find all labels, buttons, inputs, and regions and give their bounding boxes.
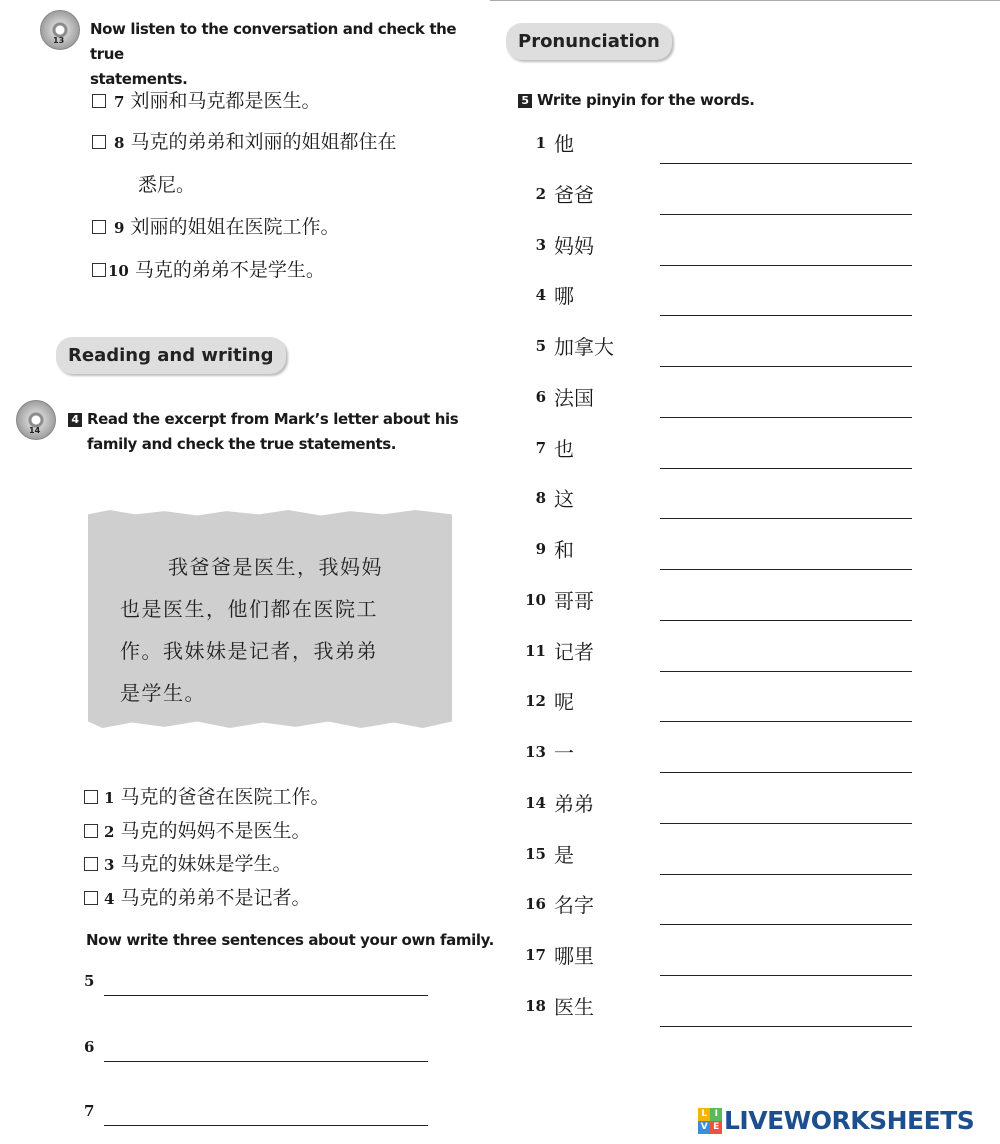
reading-item: 1 马克的爸爸在医院工作。: [84, 782, 329, 809]
pinyin-row: 17 哪里: [520, 940, 920, 970]
reading-instruction: 4 Read the excerpt from Mark’s letter about his family and check the true statements.: [68, 407, 468, 457]
logo-mark-icon: L I V E: [698, 1108, 722, 1134]
listening-instruction: Now listen to the conversation and check the true statements.: [90, 20, 457, 88]
pinyin-input[interactable]: [660, 140, 912, 164]
pinyin-row: 16 名字: [520, 889, 920, 919]
pinyin-row: 14 弟弟: [520, 788, 920, 818]
pinyin-row: 3 妈妈: [520, 230, 920, 260]
pinyin-row: 9 和: [520, 534, 920, 564]
reading-writing-heading: Reading and writing: [56, 337, 286, 374]
letter-excerpt-text: 我爸爸是医生，我妈妈 也是医生，他们都在医院工 作。我妹妹是记者，我弟弟 是学生。: [120, 555, 383, 705]
word: 也: [554, 437, 574, 461]
checkbox[interactable]: [92, 135, 106, 149]
pinyin-row: 4 哪: [520, 280, 920, 310]
pinyin-input[interactable]: [660, 495, 912, 519]
pinyin-input[interactable]: [660, 648, 912, 672]
checkbox[interactable]: [84, 790, 98, 804]
word: 弟弟: [554, 792, 594, 816]
pinyin-input[interactable]: [660, 800, 912, 824]
listening-item: 9 刘丽的姐姐在医院工作。: [92, 212, 339, 239]
word: 这: [554, 487, 574, 511]
audio-track-number: 14: [29, 426, 41, 435]
listening-item: 7 刘丽和马克都是医生。: [92, 86, 320, 113]
write-sentence-row: 5: [84, 972, 444, 1002]
logo-text: LIVEWORKSHEETS: [724, 1106, 975, 1135]
pinyin-input[interactable]: [660, 191, 912, 215]
word: 哥哥: [554, 589, 594, 613]
checkbox[interactable]: [84, 891, 98, 905]
checkbox[interactable]: [84, 824, 98, 838]
pinyin-input[interactable]: [660, 292, 912, 316]
checkbox[interactable]: [92, 220, 106, 234]
top-rule: [490, 0, 1000, 4]
audio-cd-icon[interactable]: [16, 400, 56, 440]
pinyin-input[interactable]: [660, 901, 912, 925]
exercise-number-badge: 4: [68, 413, 82, 427]
pinyin-input[interactable]: [660, 445, 912, 469]
pinyin-input[interactable]: [660, 394, 912, 418]
pinyin-input[interactable]: [660, 851, 912, 875]
pinyin-input[interactable]: [660, 1003, 912, 1027]
audio-cd-icon[interactable]: [40, 10, 80, 50]
pinyin-row: 6 法国: [520, 382, 920, 412]
pinyin-row: 1 他: [520, 128, 920, 158]
pinyin-row: 7 也: [520, 433, 920, 463]
pinyin-row: 12 呢: [520, 686, 920, 716]
word: 呢: [554, 690, 574, 714]
write-sentence-row: 7: [84, 1102, 444, 1132]
liveworksheets-logo: [698, 1106, 974, 1135]
pinyin-row: 2 爸爸: [520, 179, 920, 209]
sentence-input[interactable]: [104, 1102, 428, 1126]
sentence-input[interactable]: [104, 1038, 428, 1062]
pinyin-row: 5 加拿大: [520, 331, 920, 361]
word: 他: [554, 132, 574, 156]
word: 是: [554, 843, 574, 867]
pinyin-input[interactable]: [660, 242, 912, 266]
pinyin-input[interactable]: [660, 952, 912, 976]
pinyin-row: 10 哥哥: [520, 585, 920, 615]
listening-item: 8 马克的弟弟和刘丽的姐姐都住在: [92, 127, 396, 154]
reading-item: 4 马克的弟弟不是记者。: [84, 883, 310, 910]
pinyin-row: 8 这: [520, 483, 920, 513]
word: 记者: [554, 640, 594, 664]
reading-item: 2 马克的妈妈不是医生。: [84, 816, 310, 843]
reading-item: 3 马克的妹妹是学生。: [84, 849, 291, 876]
pinyin-row: 11 记者: [520, 636, 920, 666]
pinyin-input[interactable]: [660, 698, 912, 722]
word: 加拿大: [554, 335, 614, 359]
word: 法国: [554, 386, 594, 410]
pronunciation-heading: Pronunciation: [506, 23, 672, 60]
checkbox[interactable]: [92, 263, 106, 277]
pinyin-input[interactable]: [660, 546, 912, 570]
word: 爸爸: [554, 183, 594, 207]
pinyin-row: 15 是: [520, 839, 920, 869]
listening-item: 10 马克的弟弟不是学生。: [92, 255, 325, 282]
pinyin-input[interactable]: [660, 343, 912, 367]
checkbox[interactable]: [92, 94, 106, 108]
word: 哪: [554, 284, 574, 308]
word: 妈妈: [554, 234, 594, 258]
pinyin-input[interactable]: [660, 597, 912, 621]
audio-track-number: 13: [53, 36, 65, 45]
word: 名字: [554, 893, 594, 917]
write-sentence-row: 6: [84, 1038, 444, 1068]
pinyin-row: 13 一: [520, 737, 920, 767]
word: 一: [554, 741, 574, 765]
word: 哪里: [554, 944, 594, 968]
pinyin-row: 18 医生: [520, 991, 920, 1021]
checkbox[interactable]: [84, 857, 98, 871]
write-instruction: Now write three sentences about your own family.: [86, 931, 494, 949]
sentence-input[interactable]: [104, 972, 428, 996]
listening-item-continuation: 悉尼。: [138, 174, 196, 196]
word: 医生: [554, 995, 594, 1019]
word: 和: [554, 538, 574, 562]
exercise-number-badge: 5: [518, 94, 532, 108]
pronunciation-instruction: 5 Write pinyin for the words.: [518, 88, 918, 113]
pinyin-input[interactable]: [660, 749, 912, 773]
